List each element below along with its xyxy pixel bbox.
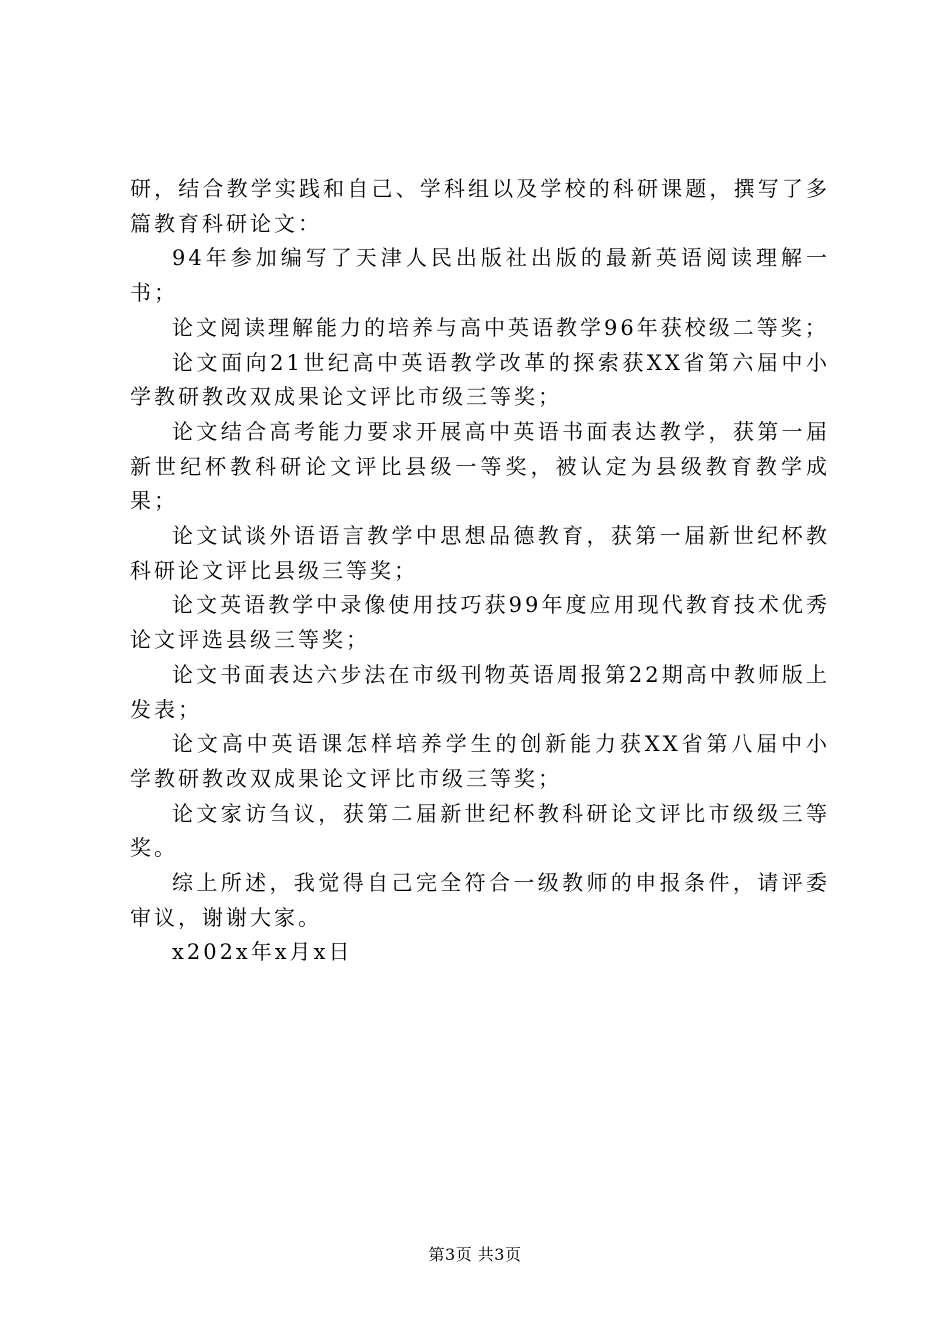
paragraph-paper-home-visit: 论文家访刍议，获第二届新世纪杯教科研论文评比市级级三等奖。	[130, 801, 830, 861]
paragraph-intro: 研，结合教学实践和自己、学科组以及学校的科研课题，撰写了多篇教育科研论文：	[130, 177, 830, 236]
paragraph-paper-writing: 论文结合高考能力要求开展高中英语书面表达教学，获第一届新世纪杯教科研论文评比县级一等奖，被认定为县级教育教学成果；	[130, 419, 830, 514]
paragraph-paper-reading: 论文阅读理解能力的培养与高中英语教学96年获校级二等奖；	[172, 315, 829, 340]
paragraph-paper-moral: 论文试谈外语语言教学中思想品德教育，获第一届新世纪杯教科研论文评比县级三等奖；	[130, 524, 830, 583]
paragraph-paper-video: 论文英语教学中录像使用技巧获99年度应用现代教育技术优秀论文评选县级三等奖；	[130, 593, 830, 653]
document-body	[130, 172, 830, 970]
page-number-footer: 第3页 共3页	[428, 1245, 522, 1264]
paragraph-paper-creativity: 论文高中英语课怎样培养学生的创新能力获XX省第八届中小学教研教改双成果论文评比市级三等奖；	[130, 732, 830, 791]
paragraph-conclusion: 综上所述，我觉得自己完全符合一级教师的申报条件，请评委审议，谢谢大家。	[130, 871, 830, 930]
paragraph-paper-six-steps: 论文书面表达六步法在市级刊物英语周报第22期高中教师版上发表；	[130, 662, 830, 722]
paragraph-paper-reform: 论文面向21世纪高中英语教学改革的探索获XX省第六届中小学教研教改双成果论文评比市级三等奖；	[130, 350, 830, 410]
paragraph-book: 94年参加编写了天津人民出版社出版的最新英语阅读理解一书；	[130, 246, 830, 306]
paragraph-date: x202x年x月x日	[172, 940, 353, 965]
